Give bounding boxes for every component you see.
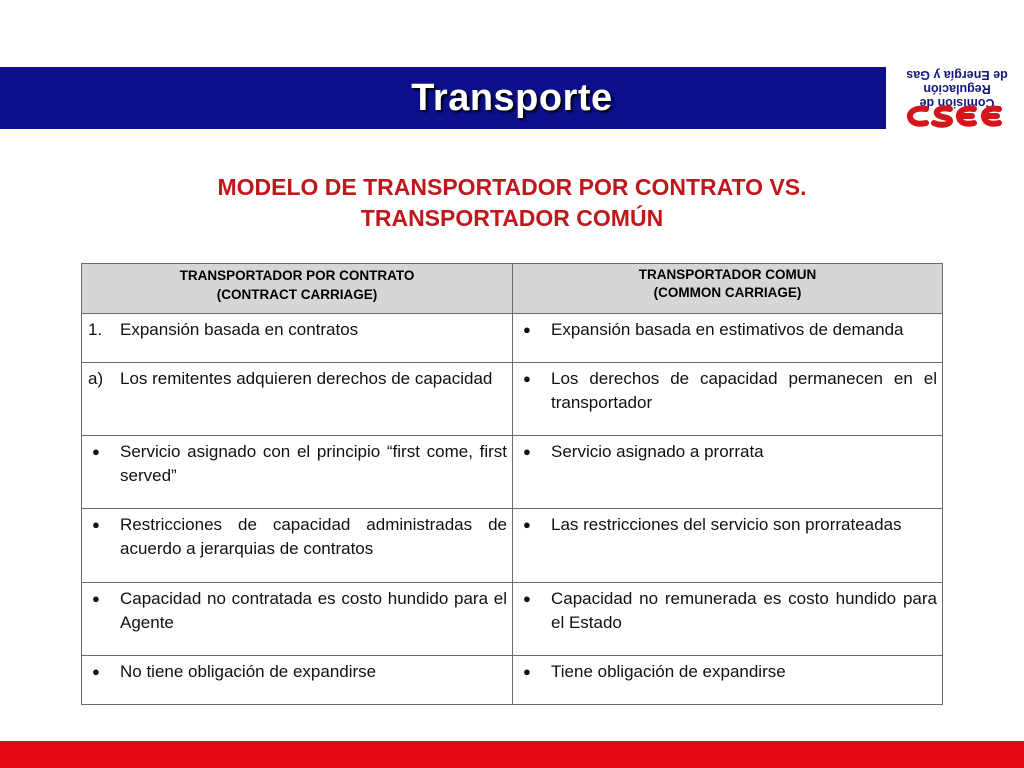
cell-text: Servicio asignado con el principio “first come, first served” (120, 442, 507, 485)
table-cell-left (82, 583, 513, 656)
footer-bar (0, 741, 1024, 768)
table-cell-left (82, 509, 513, 583)
bullet-icon: ● (523, 591, 531, 606)
table-header-row (82, 264, 943, 314)
subtitle-line2: TRANSPORTADOR COMÚN (360, 205, 664, 231)
table-cell-right (513, 656, 943, 705)
table-cell-left (82, 436, 513, 509)
header-common-carriage (513, 264, 943, 314)
subtitle-line1: MODELO DE TRANSPORTADOR POR CONTRATO VS. (217, 174, 807, 200)
cell-text: Restricciones de capacidad administradas de acuerdo a jerarquias de contratos (120, 515, 507, 558)
cell-text: Expansión basada en estimativos de demanda (551, 320, 904, 339)
row-letter-marker: a) (88, 369, 104, 388)
cell-text: No tiene obligación de expandirse (120, 662, 377, 681)
table-cell-left (82, 314, 513, 363)
table-row (82, 509, 943, 583)
bullet-icon: ● (523, 322, 531, 337)
table-row (82, 436, 943, 509)
table-cell-right (513, 509, 943, 583)
bullet-icon: ● (523, 444, 531, 459)
cell-text: Capacidad no remunerada es costo hundido para el Estado (551, 589, 937, 632)
header-right-line1: TRANSPORTADOR COMUN (638, 267, 817, 282)
bullet-icon: ● (523, 664, 531, 679)
bullet-icon: ● (92, 664, 100, 679)
cell-text: Los remitentes adquieren derechos de capacidad (120, 369, 493, 388)
table-row (82, 656, 943, 705)
comparison-table (81, 263, 943, 705)
logo-text-line2: Comisión de Regulación (919, 82, 995, 110)
row-number-marker: 1. (88, 320, 103, 339)
cell-text: Los derechos de capacidad permanecen en el transportador (551, 369, 937, 412)
table-cell-left (82, 363, 513, 436)
cell-text: Las restricciones del servicio son prorrateadas (551, 515, 902, 534)
cell-text: Expansión basada en contratos (120, 320, 359, 339)
header-left-line2: (CONTRACT CARRIAGE) (216, 287, 378, 302)
table-row (82, 314, 943, 363)
table-cell-right (513, 436, 943, 509)
header-right-line2: (COMMON CARRIAGE) (653, 285, 802, 300)
table-row (82, 583, 943, 656)
table-cell-right (513, 314, 943, 363)
table-cell-right (513, 363, 943, 436)
logo-mark-icon (906, 103, 1004, 129)
table-row (82, 363, 943, 436)
logo-text-line1: de Energía y Gas (906, 68, 1008, 82)
slide-title: Transporte (411, 77, 613, 119)
bullet-icon: ● (92, 444, 100, 459)
cell-text: Capacidad no contratada es costo hundido para el Agente (120, 589, 507, 632)
bullet-icon: ● (92, 517, 100, 532)
bullet-icon: ● (92, 591, 100, 606)
subtitle (0, 172, 1024, 234)
table-cell-right (513, 583, 943, 656)
header-left-line1: TRANSPORTADOR POR CONTRATO (179, 268, 415, 283)
bullet-icon: ● (523, 371, 531, 386)
bullet-icon: ● (523, 517, 531, 532)
cell-text: Servicio asignado a prorrata (551, 442, 764, 461)
cell-text: Tiene obligación de expandirse (551, 662, 786, 681)
header-contract-carriage (82, 264, 513, 314)
table-cell-left (82, 656, 513, 705)
